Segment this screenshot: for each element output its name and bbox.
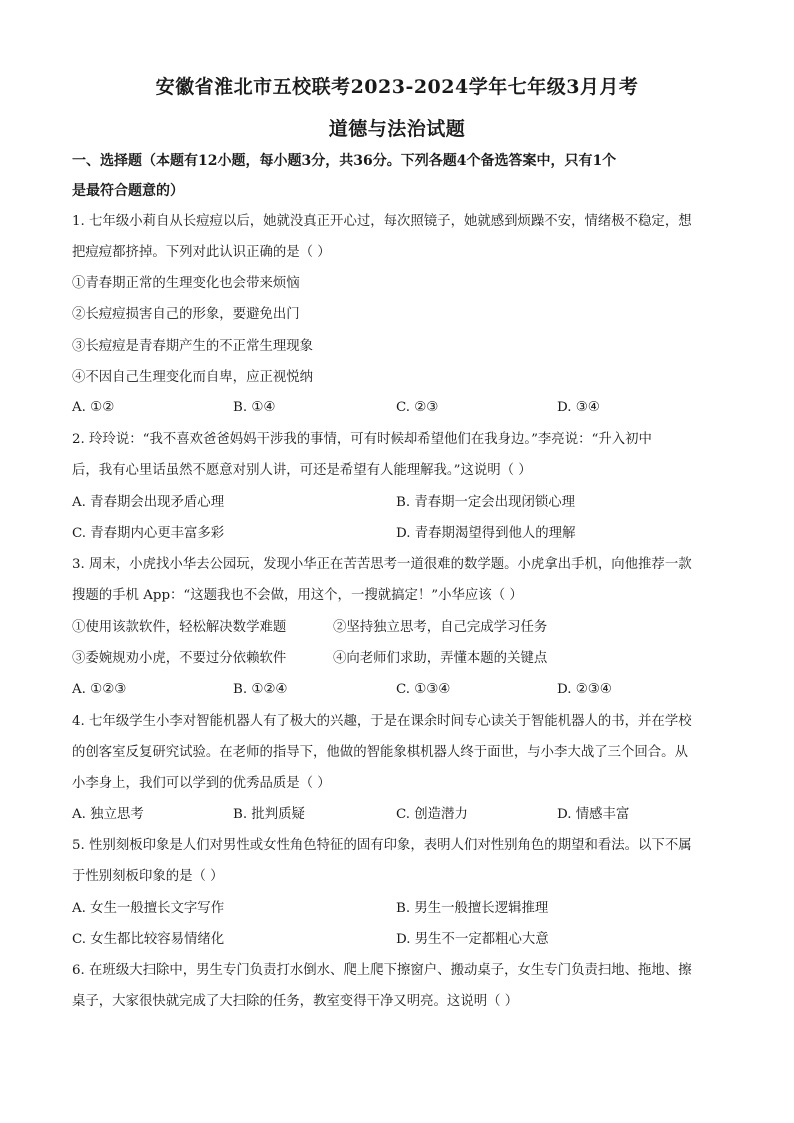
question-1-option-c: C. ②③ xyxy=(396,400,439,415)
section-heading-cont: 是最符合题意的） xyxy=(72,183,184,199)
question-3-statement: ④向老师们求助，弄懂本题的关键点 xyxy=(333,651,548,666)
question-1-option-b: B. ①④ xyxy=(233,400,276,415)
question-4-stem-cont: 小李身上，我们可以学到的优秀品质是（ ） xyxy=(72,776,331,791)
question-3-option-c: C. ①③④ xyxy=(396,682,451,697)
question-4-stem: 4. 七年级学生小李对智能机器人有了极大的兴趣，于是在课余时间专心读关于智能机器人的书，并在学校 xyxy=(72,714,692,729)
section-heading: 一、选择题（本题有12小题，每小题3分，共36分。下列各题4个备选答案中，只有1个 xyxy=(72,153,617,169)
question-3-option-b: B. ①②④ xyxy=(233,682,288,697)
question-3-stem: 3. 周末，小虎找小华去公园玩，发现小华正在苦苦思考一道很难的数学题。小虎拿出手机，向他推荐一款 xyxy=(72,557,692,572)
question-2-option-d: D. 青春期渴望得到他人的理解 xyxy=(396,526,576,541)
question-4-option-c: C. 创造潜力 xyxy=(396,807,468,822)
question-5-option-b: B. 男生一般擅长逻辑推理 xyxy=(396,901,549,916)
exam-subject-title: 道德与法治试题 xyxy=(328,118,466,140)
question-2-stem: 2. 玲玲说：“我不喜欢爸爸妈妈干涉我的事情，可有时候却希望他们在我身边。”李亮说：“升入初中 xyxy=(72,432,652,447)
question-1-statement: ④不因自己生理变化而自卑，应正视悦纳 xyxy=(72,370,314,385)
question-5-stem: 5. 性别刻板印象是人们对男性或女性角色特征的固有印象，表明人们对性别角色的期望和看法。以下不属 xyxy=(72,838,692,853)
question-2-stem-cont: 后，我有心里话虽然不愿意对别人讲，可还是希望有人能理解我。”这说明（ ） xyxy=(72,463,532,478)
question-3-stem-cont: 搜题的手机 App：“这题我也不会做，用这个，一搜就搞定！”小华应该（ ） xyxy=(72,588,523,603)
question-3-statement: ③委婉规劝小虎，不要过分依赖软件 xyxy=(72,651,287,666)
question-1-option-a: A. ①② xyxy=(72,400,115,415)
question-1-option-d: D. ③④ xyxy=(557,400,600,415)
question-6-stem-cont: 桌子，大家很快就完成了大扫除的任务，教室变得干净又明亮。这说明（ ） xyxy=(72,994,519,1009)
question-5-option-c: C. 女生都比较容易情绪化 xyxy=(72,932,225,947)
question-1-statement: ③长痘痘是青春期产生的不正常生理现象 xyxy=(72,339,314,354)
question-2-option-a: A. 青春期会出现矛盾心理 xyxy=(72,495,225,510)
question-4-option-b: B. 批判质疑 xyxy=(233,807,305,822)
question-2-option-c: C. 青春期内心更丰富多彩 xyxy=(72,526,225,541)
question-3-statement: ②坚持独立思考，自己完成学习任务 xyxy=(333,620,548,635)
question-4-stem-cont: 的创客室反复研究试验。在老师的指导下，他做的智能象棋机器人终于面世，与小李大战了三个回合。从 xyxy=(72,745,688,760)
question-1-stem: 1. 七年级小莉自从长痘痘以后，她就没真正开心过，每次照镜子，她就感到烦躁不安，情绪极不稳定，想 xyxy=(72,214,692,229)
exam-title: 安徽省淮北市五校联考2023-2024学年七年级3月月考 xyxy=(155,76,639,98)
question-1-statement: ①青春期正常的生理变化也会带来烦恼 xyxy=(72,276,300,291)
question-5-stem-cont: 于性别刻板印象的是（ ） xyxy=(72,869,224,884)
question-4-option-a: A. 独立思考 xyxy=(72,807,144,822)
question-3-option-d: D. ②③④ xyxy=(557,682,612,697)
question-2-option-b: B. 青春期一定会出现闭锁心理 xyxy=(396,495,576,510)
question-3-option-a: A. ①②③ xyxy=(72,682,127,697)
question-5-option-d: D. 男生不一定都粗心大意 xyxy=(396,932,549,947)
question-6-stem: 6. 在班级大扫除中，男生专门负责打水倒水、爬上爬下擦窗户、搬动桌子，女生专门负责扫地、拖地、擦 xyxy=(72,963,692,978)
question-3-statement: ①使用该款软件，轻松解决数学难题 xyxy=(72,620,287,635)
question-4-option-d: D. 情感丰富 xyxy=(557,807,630,822)
question-1-stem-cont: 把痘痘都挤掉。下列对此认识正确的是（ ） xyxy=(72,245,331,260)
question-1-statement: ②长痘痘损害自己的形象，要避免出门 xyxy=(72,307,300,322)
question-5-option-a: A. 女生一般擅长文字写作 xyxy=(72,901,225,916)
